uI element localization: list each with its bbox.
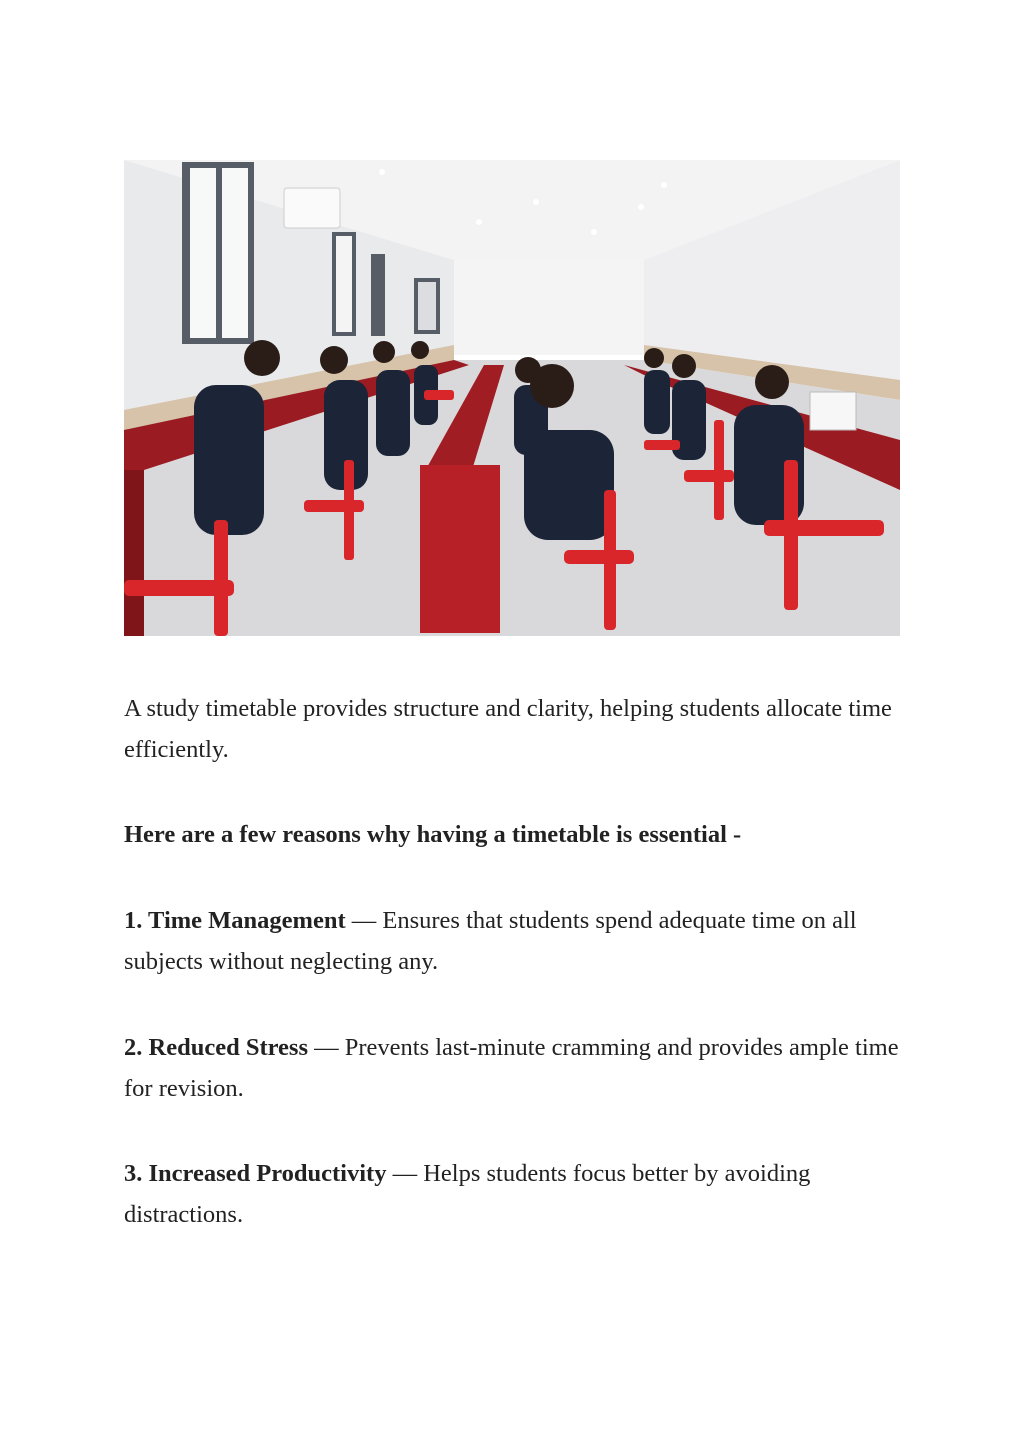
intro-text: A study timetable provides structure and clarity, helping students allocate time efficiently. bbox=[124, 695, 892, 763]
reason-item bbox=[124, 900, 904, 982]
intro-paragraph bbox=[124, 688, 904, 770]
reason-body: — Prevents last-minute cramming and provides ample time for revision. bbox=[124, 1034, 899, 1102]
reason-title: 2. Reduced Stress bbox=[124, 1034, 308, 1061]
reason-title: 3. Increased Productivity bbox=[124, 1160, 387, 1187]
reason-item bbox=[124, 1027, 904, 1109]
reason-body: — Ensures that students spend adequate time on all subjects without neglecting any. bbox=[124, 907, 857, 975]
reasons-heading-text: Here are a few reasons why having a timetable is essential - bbox=[124, 821, 742, 848]
reason-item bbox=[124, 1153, 904, 1235]
reason-body: — Helps students focus better by avoiding distractions. bbox=[124, 1160, 811, 1228]
classroom-photo bbox=[124, 160, 900, 636]
reasons-heading bbox=[124, 814, 904, 855]
reason-title: 1. Time Management bbox=[124, 907, 346, 934]
